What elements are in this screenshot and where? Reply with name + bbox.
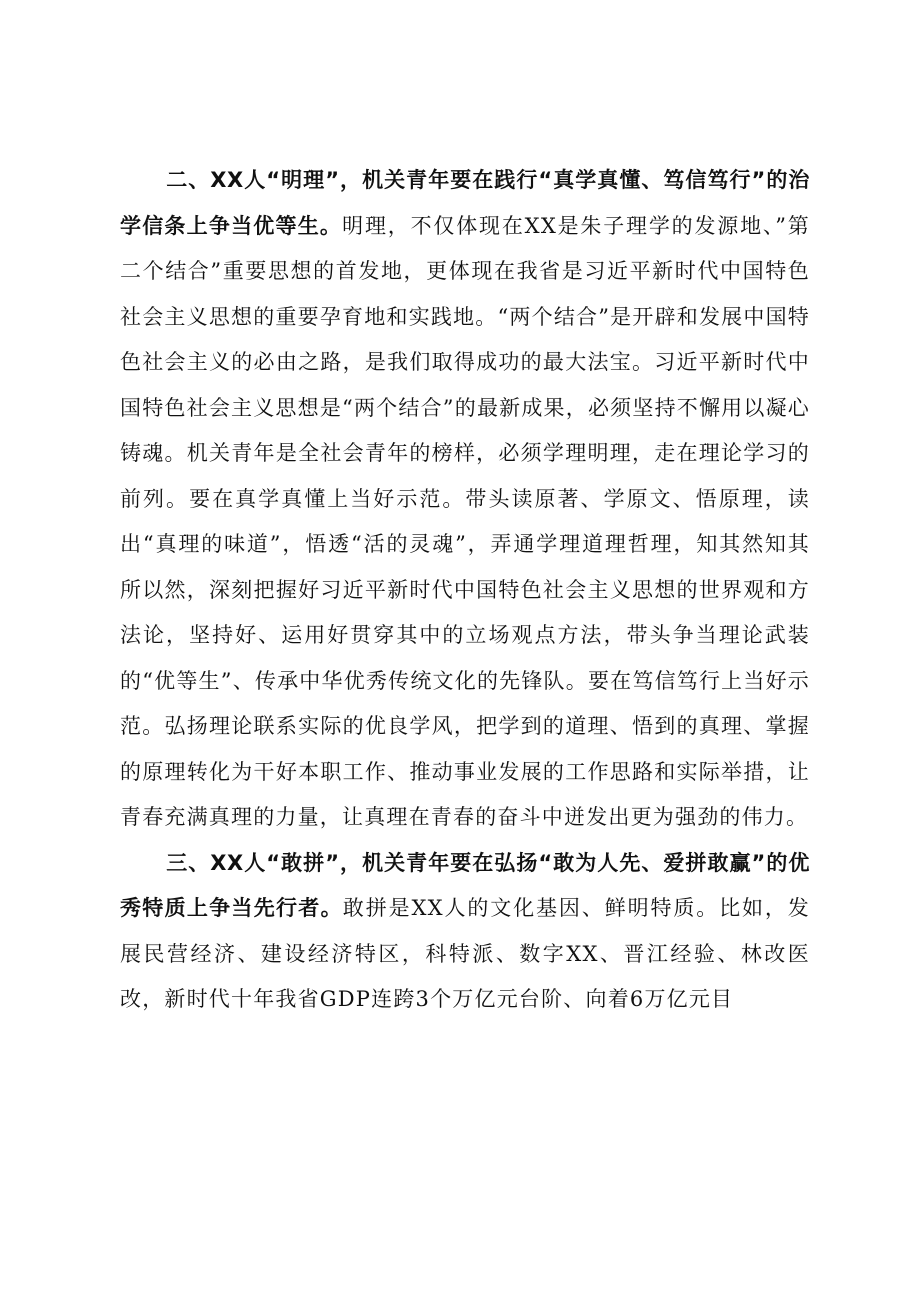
- section-text-ganpin: 敢拼是XX人的文化基因、鲜明特质。比如，发展民营经济、建设经济特区，科特派、数字XX、晋江经验、林改医改，新时代十年我省GDP连跨3个万亿元台阶、向着6万亿元目: [120, 896, 810, 1011]
- paragraph-mingli: [120, 158, 810, 841]
- document-body: [120, 158, 810, 1023]
- paragraph-ganpin: [120, 841, 810, 1023]
- section-heading-mingli: 二、XX人“明理”，机关青年要在践行“真学真懂、笃信笃行”的治学信条上争当优等生。: [120, 168, 810, 238]
- section-heading-ganpin: 三、XX人“敢拼”，机关青年要在弘扬“敢为人先、爱拼敢赢”的优秀特质上争当先行者。: [120, 850, 810, 920]
- section-text-mingli: 明理，不仅体现在XX是朱子理学的发源地、”第二个结合”重要思想的首发地，更体现在我省是习近平新时代中国特色社会主义思想的重要孕育地和实践地。“两个结合”是开辟和发展中国特色社会主义的必由之路，是我们取得成功的最大法宝。习近平新时代中国特色社会主义思想是“两个结合”的最新成果，必须坚持不懈用以凝心铸魂。机关青年是全社会青年的榜样，必须学理明理，走在理论学习的前列。要在真学真懂上当好示范。带头读原著、学原文、悟原理，读出“真理的味道”，悟透“活的灵魂”，弄通学理道理哲理，知其然知其所以然，深刻把握好习近平新时代中国特色社会主义思想的世界观和方法论，坚持好、运用好贯穿其中的立场观点方法，带头争当理论武装的“优等生”、传承中华优秀传统文化的先锋队。要在笃信笃行上当好示范。弘扬理论联系实际的优良学风，把学到的道理、悟到的真理、掌握的原理转化为干好本职工作、推动事业发展的工作思路和实际举措，让青春充满真理的力量，让真理在青春的奋斗中迸发出更为强劲的伟力。: [120, 213, 810, 829]
